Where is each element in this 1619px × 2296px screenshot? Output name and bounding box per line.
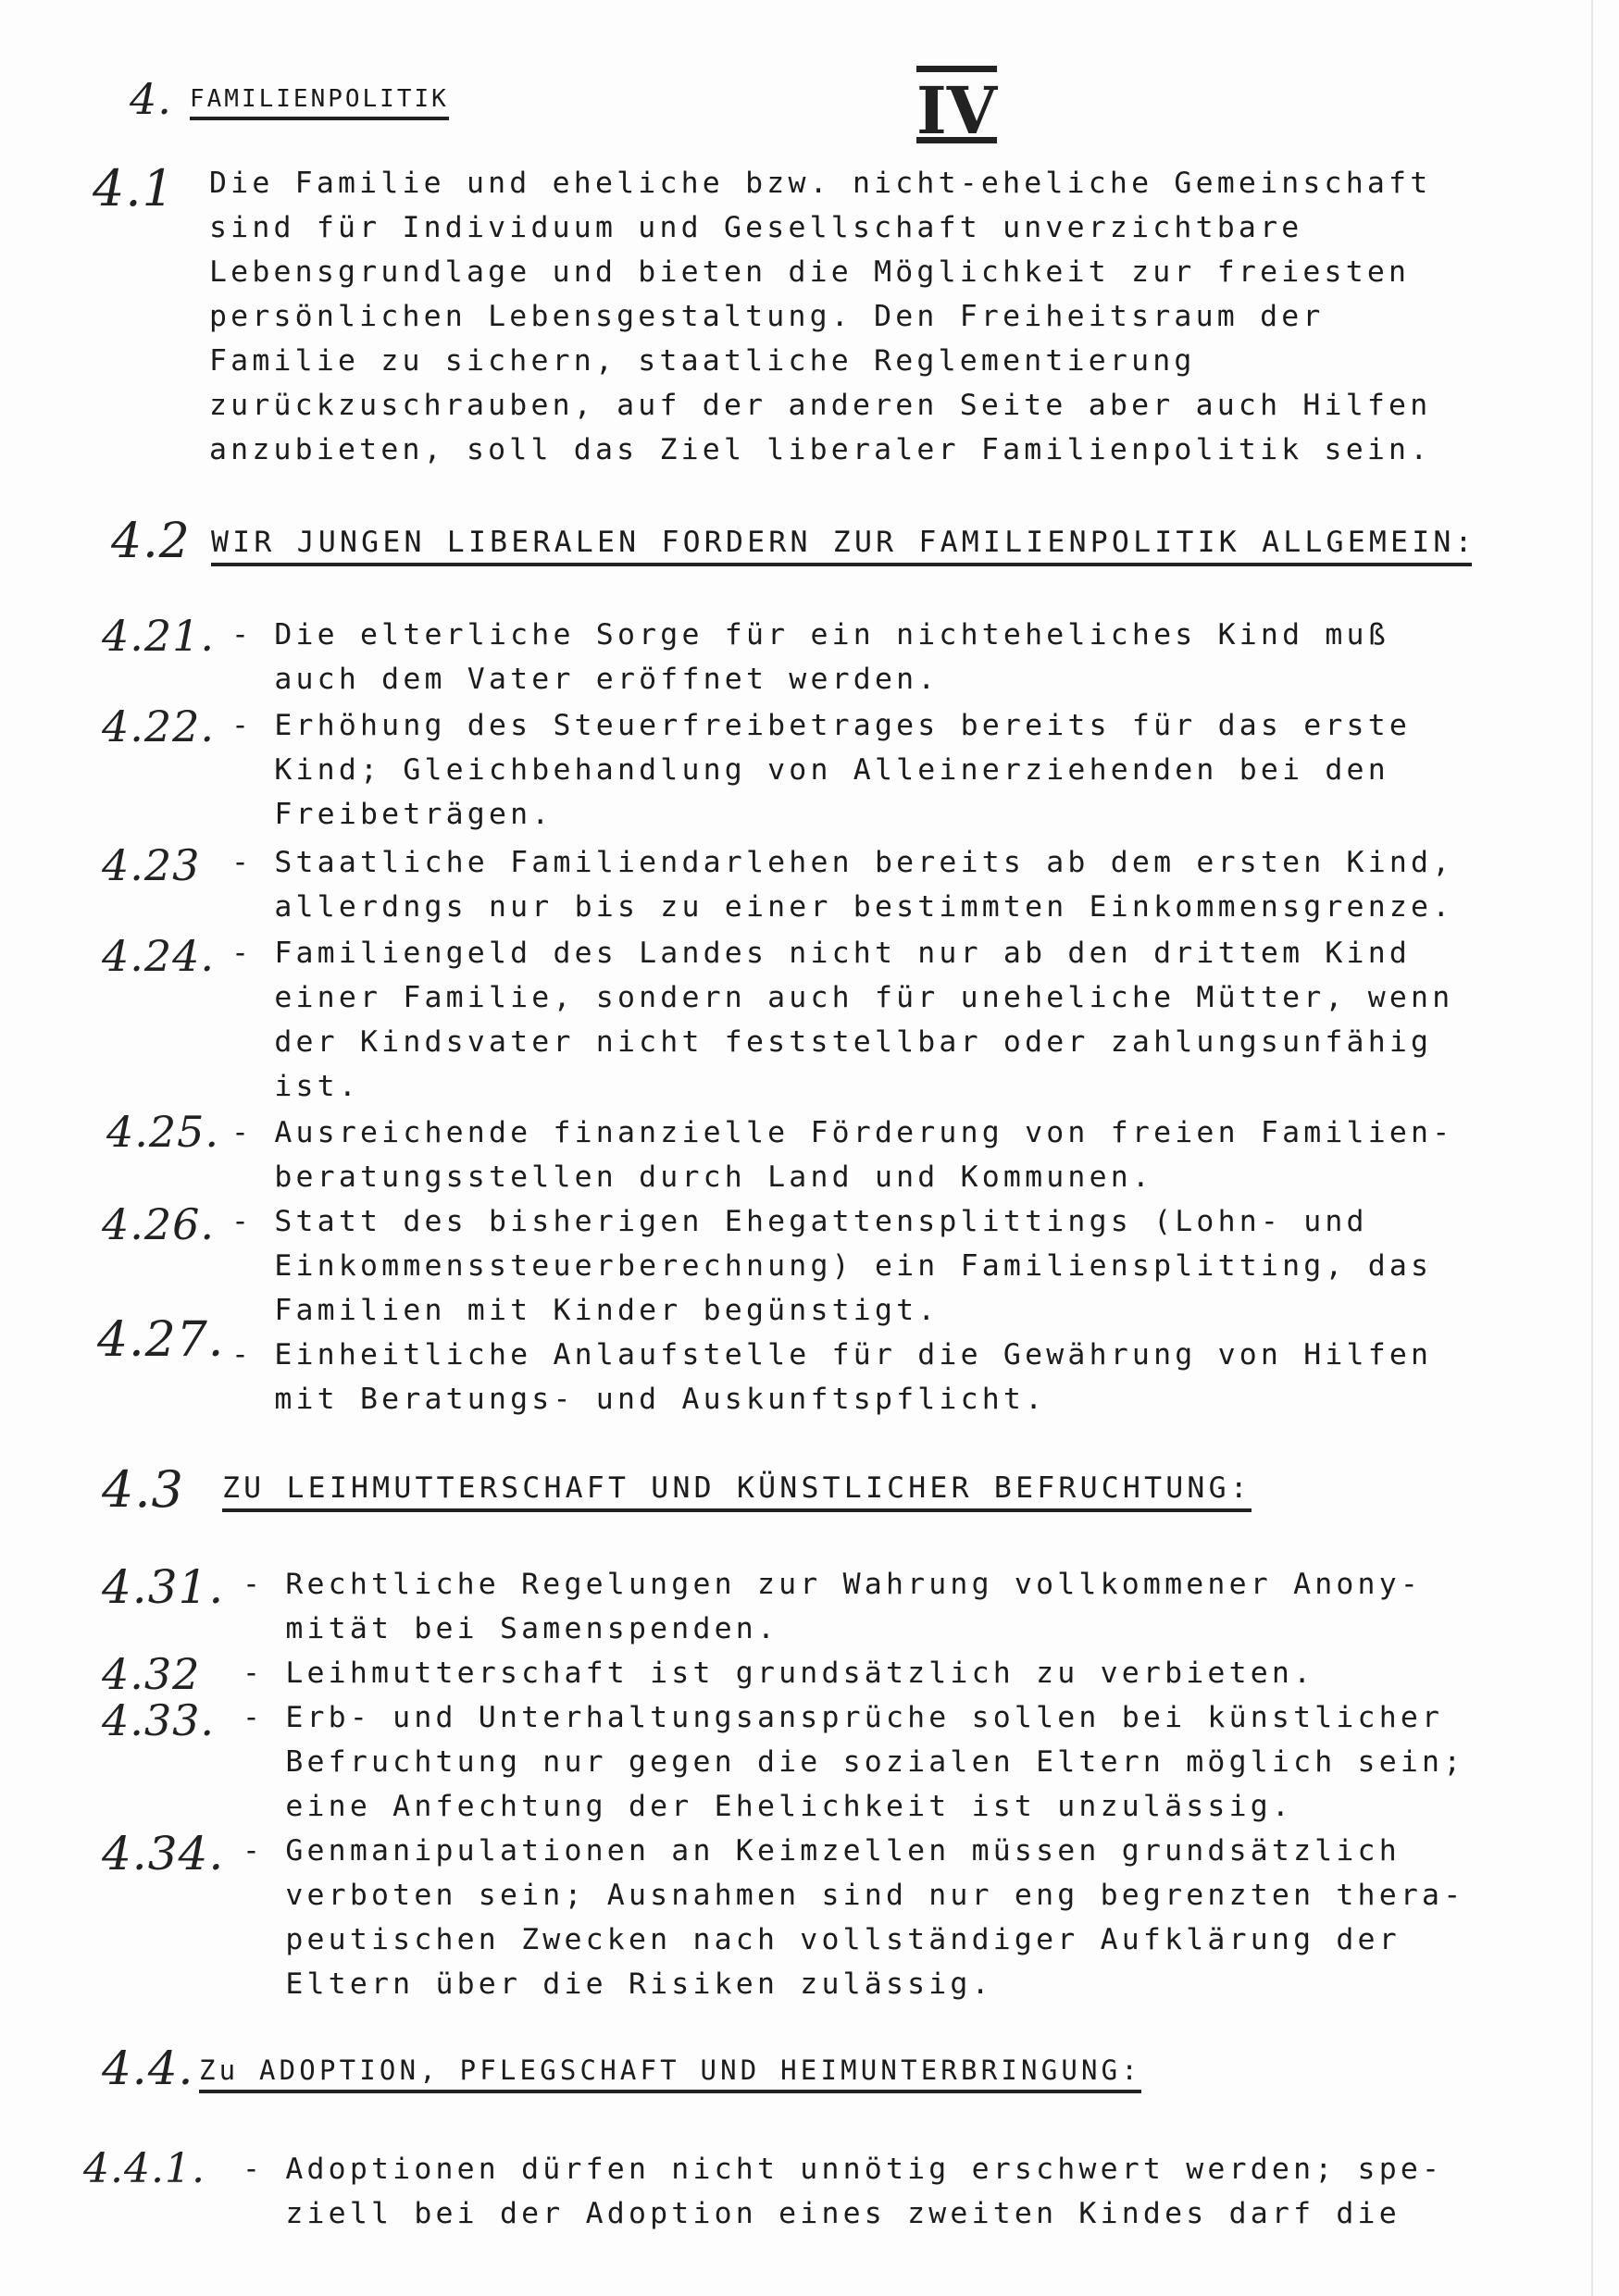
item-line: Kind; Gleichbehandlung von Alleinerziehenden bei den [231, 753, 1389, 787]
item-line: - Familiengeld des Landes nicht nur ab den drittem Kind [231, 937, 1412, 970]
section-heading-4-4: Zu ADOPTION, PFLEGSCHAFT UND HEIMUNTERBRINGUNG: [199, 2054, 1141, 2093]
item-line: Befruchtung nur gegen die sozialen Eltern möglich sein; [243, 1745, 1465, 1779]
item-line: mität bei Samenspenden. [243, 1612, 779, 1645]
section-4-1-line: sind für Individuum und Gesellschaft unverzichtbare [209, 211, 1303, 244]
item-line: - Staatliche Familiendarlehen bereits ab dem ersten Kind, [231, 846, 1454, 879]
item-line: Freibeträgen. [231, 798, 554, 831]
item-line: mit Beratungs- und Auskunftspflicht. [231, 1383, 1047, 1416]
item-number: 4.24. [102, 931, 216, 981]
item-number: 4.23 [102, 840, 201, 890]
item-line: - Einheitliche Anlaufstelle für die Gewährung von Hilfen [231, 1338, 1433, 1371]
section-number-4-3: 4.3 [102, 1460, 184, 1519]
section-heading-4-2: WIR JUNGEN LIBERALEN FORDERN ZUR FAMILIENPOLITIK ALLGEMEIN: [211, 526, 1472, 566]
item-line: - Adoptionen dürfen nicht unnötig erschwert werden; spe- [243, 2153, 1444, 2186]
item-line: beratungsstellen durch Land und Kommunen. [231, 1160, 1154, 1194]
item-number: 4.22. [102, 701, 216, 751]
item-line: - Genmanipulationen an Keimzellen müssen grundsätzlich [243, 1834, 1401, 1868]
item-line: Eltern über die Risiken zulässig. [243, 1967, 993, 2001]
item-number: 4.31. [102, 1560, 225, 1614]
section-4-1-line: anzubieten, soll das Ziel liberaler Familienpolitik sein. [209, 433, 1432, 466]
item-line: eine Anfechtung der Ehelichkeit ist unzulässig. [243, 1790, 1294, 1823]
roman-numeral: IV [916, 72, 998, 149]
item-number: 4.25. [106, 1107, 220, 1157]
item-line: - Die elterliche Sorge für ein nichteheliches Kind muß [231, 618, 1389, 652]
item-number: 4.27. [97, 1312, 225, 1368]
scan-edge [1591, 0, 1593, 2296]
item-line: - Erhöhung des Steuerfreibetrages bereits für das erste [231, 709, 1412, 742]
section-4-1-line: zurückzuschrauben, auf der anderen Seite aber auch Hilfen [209, 389, 1432, 422]
section-number-4-1: 4.1 [93, 159, 175, 217]
section-number-4-2: 4.2 [111, 514, 191, 569]
item-line: ziell bei der Adoption eines zweiten Kindes darf die [243, 2197, 1401, 2230]
item-line: peutischen Zwecken nach vollständiger Aufklärung der [243, 1923, 1401, 1956]
item-line: auch dem Vater eröffnet werden. [231, 663, 940, 696]
chapter-title: FAMILIENPOLITIK [190, 85, 449, 120]
section-number-4-4: 4.4. [102, 2042, 194, 2095]
item-line: der Kindsvater nicht feststellbar oder zahlungsunfähig [231, 1025, 1433, 1059]
item-line: allerdngs nur bis zu einer bestimmten Einkommensgrenze. [231, 890, 1454, 924]
item-line: einer Familie, sondern auch für uneheliche Mütter, wenn [231, 981, 1454, 1014]
item-line: Familien mit Kinder begünstigt. [231, 1294, 940, 1327]
section-heading-4-3: ZU LEIHMUTTERSCHAFT UND KÜNSTLICHER BEFRUCHTUNG: [222, 1471, 1252, 1512]
item-line: Einkommenssteuerberechnung) ein Familiensplitting, das [231, 1249, 1433, 1283]
item-line: - Ausreichende finanzielle Förderung von freien Familien- [231, 1116, 1454, 1149]
section-4-1-line: persönlichen Lebensgestaltung. Den Freiheitsraum der [209, 300, 1325, 333]
item-line: verboten sein; Ausnahmen sind nur eng begrenzten thera- [243, 1879, 1465, 1912]
item-line: - Statt des bisherigen Ehegattensplittings (Lohn- und [231, 1205, 1368, 1238]
item-line: ist. [231, 1070, 360, 1103]
section-4-1-line: Lebensgrundlage und bieten die Möglichkeit zur freiesten [209, 255, 1411, 289]
section-4-1-line: Familie zu sichern, staatliche Reglementierung [209, 344, 1196, 378]
chapter-number: 4. [130, 74, 172, 124]
item-number: 4.34. [102, 1827, 225, 1880]
item-line: - Erb- und Unterhaltungsansprüche sollen bei künstlicher [243, 1701, 1444, 1734]
item-number: 4.32 [102, 1649, 201, 1699]
item-number: 4.21. [102, 611, 216, 661]
section-4-1-line: Die Familie und eheliche bzw. nicht-eheliche Gemeinschaft [209, 167, 1432, 200]
item-number: 4.33. [102, 1695, 216, 1745]
item-number: 4.4.1. [83, 2145, 205, 2192]
item-line: - Leihmutterschaft ist grundsätzlich zu verbieten. [243, 1657, 1315, 1690]
item-line: - Rechtliche Regelungen zur Wahrung vollkommener Anony- [243, 1568, 1423, 1601]
item-number: 4.26. [102, 1199, 216, 1249]
